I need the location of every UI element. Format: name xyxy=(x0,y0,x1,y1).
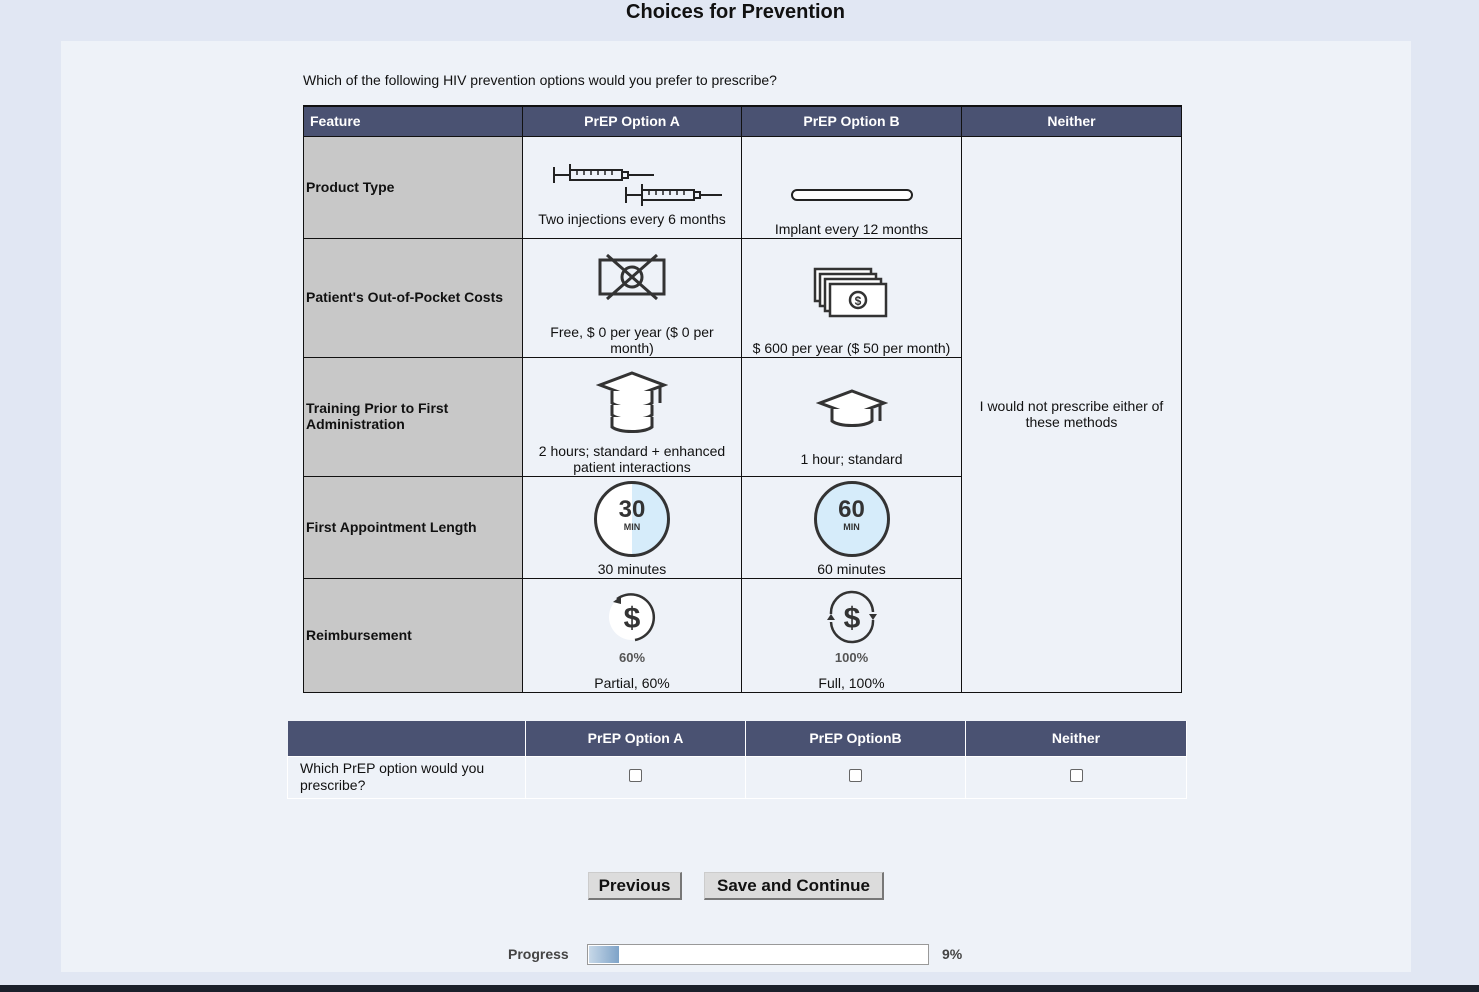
cell-option-a xyxy=(523,578,742,692)
cell-option-a xyxy=(523,476,742,578)
choice-row xyxy=(288,756,1187,798)
reimbursement-percent: 100% xyxy=(834,649,869,665)
choice-header-row xyxy=(288,721,1187,756)
cell-option-b xyxy=(742,136,962,238)
table-row xyxy=(304,136,1182,238)
choice-header-option-b: PrEP OptionB xyxy=(746,721,966,756)
progress-bar xyxy=(587,944,929,965)
option-a-value: 2 hours; standard + enhanced patient interactions xyxy=(538,442,726,475)
cell-option-b xyxy=(742,476,962,578)
option-b-value: Full, 100% xyxy=(818,674,885,691)
option-b-value: 60 minutes xyxy=(817,560,886,577)
full-reimbursement-icon xyxy=(825,590,879,644)
progress-fill xyxy=(589,946,619,963)
svg-text:$: $ xyxy=(854,293,861,308)
header-feature: Feature xyxy=(304,106,523,136)
progress-label: Progress xyxy=(508,946,569,962)
cell-option-a xyxy=(523,357,742,476)
option-a-value: Partial, 60% xyxy=(594,674,670,691)
header-option-a: PrEP Option A xyxy=(523,106,742,136)
two-syringes-icon xyxy=(542,161,722,211)
timer-unit: MIN xyxy=(843,521,860,532)
svg-text:$: $ xyxy=(623,601,641,635)
cell-option-b xyxy=(742,357,962,476)
feature-label: Patient's Out-of-Pocket Costs xyxy=(304,238,523,357)
choice-header-neither: Neither xyxy=(966,721,1187,756)
feature-label: Training Prior to First Administration xyxy=(304,357,523,476)
money-stack-icon xyxy=(812,266,892,318)
choice-question: Which PrEP option would you prescribe? xyxy=(288,756,526,798)
option-a-value: 30 minutes xyxy=(597,560,667,577)
feature-label: Reimbursement xyxy=(304,578,523,692)
reimbursement-percent: 60% xyxy=(618,649,646,665)
cell-option-b xyxy=(742,238,962,357)
comparison-table xyxy=(303,105,1182,693)
save-and-continue-button[interactable]: Save and Continue xyxy=(704,872,884,900)
option-a-checkbox[interactable] xyxy=(629,769,642,782)
feature-label: Product Type xyxy=(304,136,523,238)
svg-text:$: $ xyxy=(843,601,860,635)
partial-reimbursement-icon xyxy=(605,590,659,644)
choice-header-blank xyxy=(288,721,526,756)
option-a-value: Free, $ 0 per year ($ 0 per month) xyxy=(550,323,714,356)
timer-30-icon xyxy=(594,481,670,557)
timer-number: 60 xyxy=(838,495,865,523)
timer-number: 30 xyxy=(618,495,646,523)
header-neither: Neither xyxy=(962,106,1182,136)
progress-value: 9% xyxy=(942,946,963,962)
previous-button[interactable]: Previous xyxy=(588,872,682,900)
option-b-value: Implant every 12 months xyxy=(774,220,929,237)
bottom-bar xyxy=(0,985,1479,992)
cell-option-b xyxy=(742,578,962,692)
choice-header-option-a: PrEP Option A xyxy=(526,721,746,756)
question-text: Which of the following HIV prevention options would you prefer to prescribe? xyxy=(303,72,777,88)
cell-option-a xyxy=(523,136,742,238)
header-option-b: PrEP Option B xyxy=(742,106,962,136)
timer-unit: MIN xyxy=(623,521,641,532)
option-b-value: $ 600 per year ($ 50 per month) xyxy=(752,339,951,356)
neither-cell: I would not prescribe either of these methods xyxy=(962,136,1182,692)
stacked-graduation-cap-icon xyxy=(596,369,668,439)
table-header-row xyxy=(304,106,1182,136)
implant-rod-icon xyxy=(787,175,917,215)
option-b-value: 1 hour; standard xyxy=(800,450,903,467)
timer-60-icon xyxy=(814,481,890,557)
choice-table xyxy=(287,721,1187,799)
cell-option-a xyxy=(523,238,742,357)
option-a-value: Two injections every 6 months xyxy=(538,210,726,227)
option-b-checkbox[interactable] xyxy=(849,769,862,782)
page-title: Choices for Prevention xyxy=(626,1,845,23)
feature-label: First Appointment Length xyxy=(304,476,523,578)
crossed-out-money-icon xyxy=(597,252,667,302)
neither-checkbox[interactable] xyxy=(1070,769,1083,782)
graduation-cap-icon xyxy=(816,387,888,437)
